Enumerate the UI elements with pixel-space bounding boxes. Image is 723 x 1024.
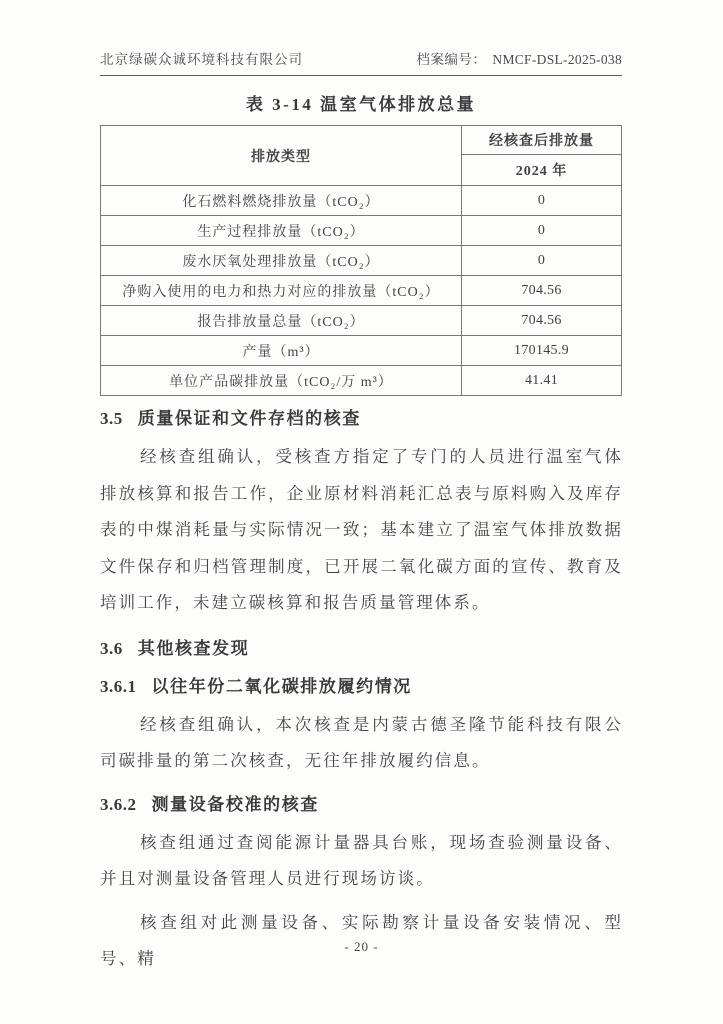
page-number: - 20 -: [344, 939, 379, 954]
row-label: 单位产品碳排放量（tCO₂/万 m³）: [101, 366, 462, 396]
file-number: [416, 48, 622, 68]
emissions-table: [100, 125, 622, 396]
row-value: 0: [462, 216, 622, 246]
section-heading-3-6-2: [100, 792, 623, 818]
document-body: [100, 406, 623, 978]
section-3-6-2-paragraph-1: 核查组通过查阅能源计量器具台账，现场查验测量设备、并且对测量设备管理人员进行现场访谈。: [100, 832, 623, 888]
table-row: [101, 246, 622, 276]
table-header-type: 排放类型: [101, 126, 462, 186]
section-title: 测量设备校准的核查: [151, 794, 319, 814]
row-label: 生产过程排放量（tCO₂）: [101, 216, 462, 246]
table-row: [101, 276, 622, 306]
row-value: 704.56: [462, 276, 622, 306]
table-title: 表 3-14 温室气体排放总量: [245, 95, 477, 114]
row-label: 净购入使用的电力和热力对应的排放量（tCO₂）: [101, 276, 462, 306]
section-number: 3.6: [100, 638, 123, 658]
row-label: 化石燃料燃烧排放量（tCO₂）: [101, 186, 462, 216]
section-heading-3-6-1: [100, 674, 623, 700]
table-row: [101, 216, 622, 246]
page-header: [100, 48, 622, 76]
section-3-5-paragraph: 经核查组确认，受核查方指定了专门的人员进行温室气体排放核算和报告工作，企业原材料消耗汇总表与原料购入及库存表的中煤消耗量与实际情况一致；基本建立了温室气体排放数据文件保存和归档管理制度，已开展二氧化碳方面的宣传、教育及培训工作，未建立碳核算和报告质量管理体系。: [100, 447, 623, 612]
file-number-value: NMCF-DSL-2025-038: [492, 52, 622, 67]
table-row: [101, 306, 622, 336]
file-number-label: 档案编号：: [416, 52, 487, 67]
row-label: 产量（m³）: [101, 336, 462, 366]
row-value: 41.41: [462, 366, 622, 396]
section-number: 3.6.2: [100, 794, 137, 814]
row-value: 704.56: [462, 306, 622, 336]
company-name: 北京绿碳众诚环境科技有限公司: [100, 52, 303, 67]
section-3-6-2-paragraph-2: 核查组对此测量设备、实际勘察计量设备安装情况、型号、精: [100, 912, 623, 968]
row-value: 170145.9: [462, 336, 622, 366]
table-row: [101, 366, 622, 396]
table-row: [101, 186, 622, 216]
row-label: 报告排放量总量（tCO₂）: [101, 306, 462, 336]
row-label: 废水厌氧处理排放量（tCO₂）: [101, 246, 462, 276]
row-value: 0: [462, 246, 622, 276]
section-heading-3-5: [100, 406, 623, 432]
section-heading-3-6: [100, 636, 623, 662]
section-number: 3.5: [100, 409, 123, 428]
section-title: 质量保证和文件存档的核查: [137, 409, 361, 428]
table-header-verified: 经核查后排放量: [462, 126, 622, 155]
table-header-year: 2024 年: [462, 155, 622, 186]
section-3-6-1-paragraph: 经核查组确认，本次核查是内蒙古德圣隆节能科技有限公司碳排量的第二次核查，无往年排放履约信息。: [100, 714, 623, 770]
section-number: 3.6.1: [100, 676, 137, 696]
table-row: [101, 336, 622, 366]
section-title: 其他核查发现: [137, 638, 250, 658]
row-value: 0: [462, 186, 622, 216]
section-title: 以往年份二氧化碳排放履约情况: [151, 676, 412, 696]
